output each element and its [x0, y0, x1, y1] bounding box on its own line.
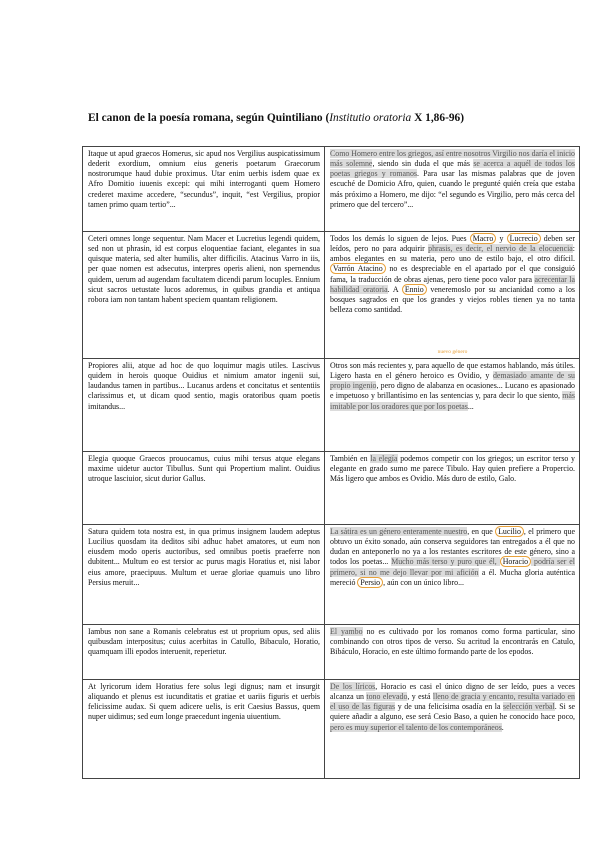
title-text: El canon de la poesía romana, según Quintiliano (: [88, 112, 330, 124]
text-run: , siendo sin duda el que más: [372, 159, 474, 169]
latin-cell: Iambus non sane a Romanis celebratus est ut proprium opus, sed aliis quibusdam interpositus; cuius acerbitas in Catullo, Bibaculo, Horatio, quamquam illi epodos interuenit, reperietur.: [83, 625, 325, 680]
latin-cell: Ceteri omnes longe sequentur. Nam Macer et Lucretius legendi quidem, sed non ut phrasin, id est corpus eloquentiae faciant, elegantes in sua quisque materia, sed alter humilis, alter difficilis. Atacinus Varro in iis, per quae nomen est adsecutus, interpres operis alieni, non spernendus quidem, uerum ad augendam facultatem dicendi parum locuples. Ennium sicut sacros uetustate lucos adoremus, in quibus grandia et antiqua robora iam non tantam habent speciem quantam religionem.: [83, 232, 325, 359]
highlight: El yambo: [330, 627, 363, 636]
highlight: pero es muy superior el talento de los contemporáneos: [330, 722, 502, 732]
spanish-cell: [325, 680, 580, 779]
highlight: demasiado amante de su propio ingenio: [330, 371, 575, 391]
spanish-cell: [325, 147, 580, 232]
highlight: selección verbal: [503, 702, 555, 712]
highlight: más imitable por los oradores que por los poetas: [330, 391, 575, 411]
text-run: podemos competir con los griegos; un escritor terso y elegante en grado sumo me parece Tibulo. Hay quien prefiere a Propercio. Más ligero que ambos es Ovidio. Más duro de estilo, Galo.: [330, 454, 575, 484]
table-row: [83, 680, 580, 779]
highlight: Mucho más terso y puro que él,: [391, 557, 500, 567]
table-row: [83, 232, 580, 359]
table-row: [83, 147, 580, 232]
latin-cell: Itaque ut apud graecos Homerus, sic apud nos Vergilius auspicatissimum dederit exordium, omnium eius generis poetarum Graecorum nostrorumque haud dubie proximus. Utar enim uerbis isdem quae ex Afro Domitio iuuenis excepi: qui mihi interroganti quem Homero crederet maxime accedere, “secundus”, inquit, “est Vergilius, propior tamen primo quam tertio”...: [83, 147, 325, 232]
highlight: tono elevado: [366, 692, 408, 702]
spanish-cell: [325, 349, 580, 452]
text-run: . Si se quiere añadir a alguno, ese será Cesio Baso, a quien he conocido hace poco,: [330, 702, 576, 722]
text-run: Todos los demás lo siguen de lejos. Pues: [330, 234, 470, 243]
circled-name: Horacio: [500, 556, 531, 567]
highlight: lleno de gracia y encanto, resulta variado en el uso de las figuras: [330, 692, 575, 712]
spanish-cell: [325, 525, 580, 625]
margin-note: nuevo género: [437, 349, 468, 355]
spanish-cell: [325, 452, 580, 525]
text-run: veneremoslo por su ancianidad como a los bosques sagrados en que los grandes y viejos robles tienen ya no tanta belleza como santidad.: [330, 284, 575, 315]
spanish-cell: [325, 232, 580, 359]
text-run: , Horacio es casi el único digno de ser leído, pues a veces alcanza un: [330, 682, 576, 702]
title-work-italic: Institutio oratoria: [329, 112, 412, 124]
bilingual-table: [82, 146, 580, 779]
highlight: De los líricos: [330, 682, 376, 691]
table-row: [83, 625, 580, 680]
text-run: deben ser leídos, pero no para adquirir: [330, 234, 576, 254]
highlight: phrasis, es decir, el nervio de la elocuencia: [428, 244, 573, 254]
highlight: La sátira es un género enteramente nuestro: [330, 527, 468, 536]
circled-name: Lucilio: [495, 526, 524, 537]
text-run: .: [501, 722, 504, 732]
highlight: podría ser el primero, si no me dejo llevar por mi afición: [330, 557, 575, 577]
page-title: [88, 112, 528, 124]
highlight: la elegía: [370, 454, 398, 463]
text-run: a él. Mucha gloria auténtica mereció: [330, 567, 576, 587]
spanish-cell: [325, 625, 580, 680]
highlight: se acerca a aquél de todos los poetas griegos y romanos: [330, 159, 575, 179]
text-run: , el primero que obtuvo un éxito sonado, aún conserva seguidores tan entregados a él que no dudan en anteponerlo no ya a los restantes escritores de este género, sino a todos los poetas...: [330, 527, 575, 567]
latin-cell: Propiores alii, atque ad hoc de quo loquimur magis utiles. Lascivus quidem in herois quoque Ouidius et nimium amator ingenii sui, laudandus tamen in partibus... Lucanus ardens et concitatus et sententiis clarissimus et, ut dicam quod sentio, magis oratoribus quam poetis imitandus...: [83, 359, 325, 452]
table-row: [83, 359, 580, 452]
table-row: [83, 452, 580, 525]
circled-name: Lucrecio: [507, 233, 541, 244]
table-row: [83, 525, 580, 625]
latin-cell: At lyricorum idem Horatius fere solus legi dignus; nam et insurgit aliquando et plenus est iucunditatis et gratiae et uariis figuris et uerbis felicissime audax. Si quem adicere uelis, is erit Caesius Bassus, quem nuper uidimus; sed eum longe praecedunt ingenia uiuentium.: [83, 680, 325, 779]
text-run: , pero digno de alabanza en ocasiones... Lucano es apasionado e impetuoso y brillantísimo en las sentencias y, para decir lo que siento,: [330, 381, 575, 401]
title-reference: X 1,86-96): [411, 112, 465, 124]
latin-cell: Elegia quoque Graecos prouocamus, cuius mihi tersus atque elegans maxime uidetur auctor Tibullus. Sunt qui Propertium malint. Ouidius utroque lasciuior, sicut durior Gallus.: [83, 452, 325, 525]
text-run: : ambos elegantes en su materia, pero uno de estilo bajo, el otro difícil.: [330, 244, 575, 264]
circled-name: Ennio: [402, 284, 427, 295]
text-run: , en que: [467, 527, 496, 536]
text-run: , y está: [407, 692, 433, 702]
text-run: y: [496, 234, 507, 243]
text-run: y de una felicísima osadía en la: [395, 702, 504, 712]
latin-cell: Satura quidem tota nostra est, in qua primus insignem laudem adeptus Lucilius quosdam ita deditos sibi adhuc habet amatores, ut eum non eiusdem modo operis auctoribus, sed omnibus poetis praeferre non dubitent... Multum eo est tersior ac purus magis Horatius et, nisi labor eius amore, praecipuus. Multum et uerae gloriae quamuis uno libro Persius meruit...: [83, 525, 325, 625]
text-run: , aún con un único libro...: [383, 577, 464, 587]
text-run: Otros son más recientes y, para aquello de que estamos hablando, más útiles. Ligero hasta en el género heroico es Ovidio, y: [330, 361, 575, 381]
text-run: no es despreciable en el apartado por el que consiguió fama, la traducción de obras ajenas, pero tiene poco valor para: [330, 264, 575, 284]
text-run: ...: [467, 401, 474, 411]
text-run: . A: [387, 284, 402, 294]
circled-name: Persio: [357, 577, 383, 588]
highlight: Como Homero entre los griegos, así entre nosotros Virgilio nos daría el inicio más solemne: [330, 149, 575, 169]
highlight: acrecentar la habilidad oratoria: [330, 274, 575, 294]
text-run: También en: [330, 454, 371, 463]
text-run: no es cultivado por los romanos como forma particular, sino combinando con otros tipos de verso. Su acritud la encontrarás en Catulo, Bibáculo, Horacio, en este último formando parte de los epodos.: [330, 627, 575, 657]
circled-name: Varrón Atacino: [330, 263, 386, 274]
text-run: . Para usar las mismas palabras que de joven escuché de Domicio Afro, quien, cuando le pregunté quién creía que estaba más próximo a Homero, me dijo: “el segundo es Virgilio, pero más cerca del primero que del tercero”...: [330, 169, 575, 209]
circled-name: Macro: [470, 233, 497, 244]
